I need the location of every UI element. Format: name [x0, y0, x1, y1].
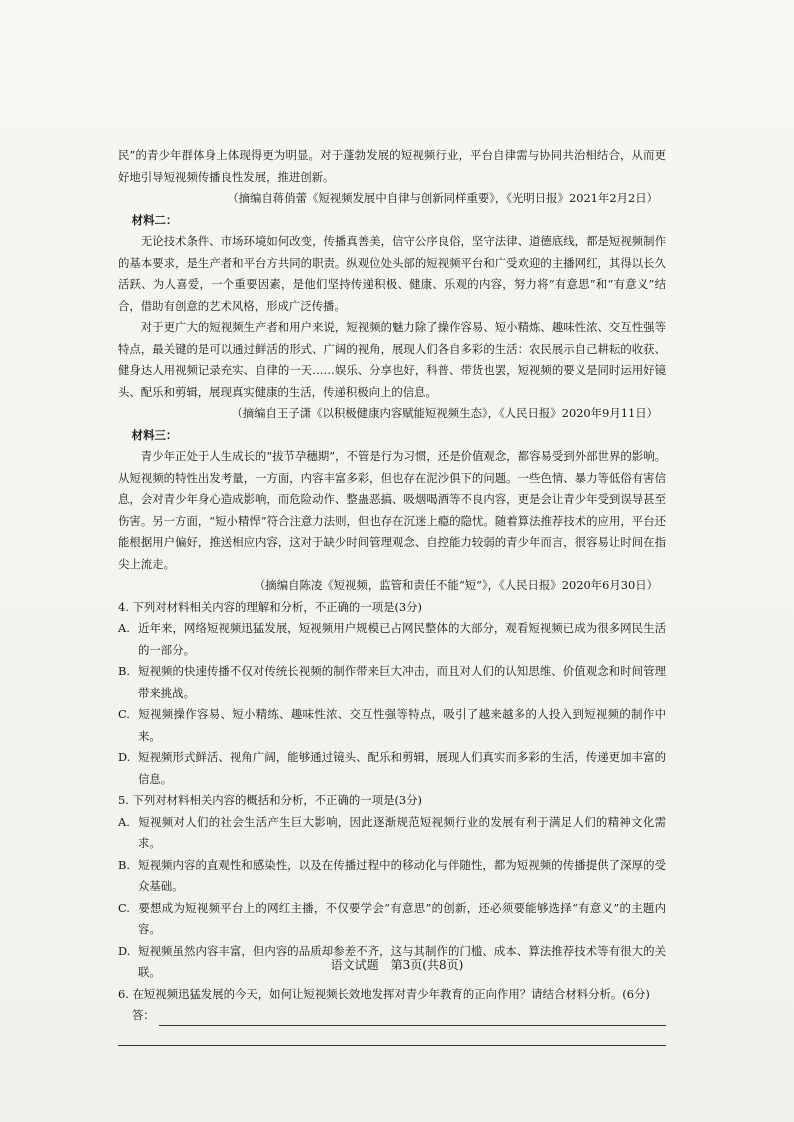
- question-6-stem: 6. 在短视频迅猛发展的今天，如何让短视频长效地发挥对青少年教育的正向作用？请结合材料分析。(6分): [118, 986, 650, 1001]
- answer-line[interactable]: [159, 1010, 666, 1026]
- option-text: 要想成为短视频平台上的网红主播，不仅要学会“有意思”的创新，还必须要能够选择“有意义”的主题内容。: [138, 900, 666, 936]
- option-text: 近年来，网络短视频迅猛发展，短视频用户规模已占网民整体的大部分，观看短视频已成为很多网民生活的一部分。: [138, 621, 666, 657]
- option-label: A.: [118, 814, 130, 829]
- question-5-stem: 5. 下列对材料相关内容的概括和分析，不正确的一项是(3分): [118, 793, 422, 807]
- option-text: 短视频对人们的社会生活产生巨大影响，因此逐渐规范短视频行业的发展有利于满足人们的精神文化需求。: [138, 814, 666, 850]
- material2-paragraph-1: 无论技术条件、市场环境如何改变，传播真善美，信守公序良俗，坚守法律、道德底线，都是短视频制作的基本要求，是生产者和平台方共同的职责。纵观位处头部的短视频平台和广受欢迎的主播网红，其得以长久活跃、为人喜爱，一个重要因素，是他们坚持传递积极、健康、乐观的内容，努力将“有意思”和“有意义”结合，借助有创意的艺术风格，形成广泛传播。: [118, 234, 666, 313]
- answer-line-full[interactable]: [118, 1029, 666, 1046]
- question-4-option-d: [118, 747, 666, 790]
- material2-heading: 材料二：: [131, 212, 178, 227]
- option-label: C.: [118, 900, 130, 915]
- question-5-option-c: [118, 898, 666, 941]
- option-label: D.: [118, 943, 131, 958]
- material2-source: （摘编自王子潇《以积极健康内容赋能短视频生态》，《人民日报》2020年9月11日）: [231, 406, 658, 420]
- option-label: B.: [118, 857, 130, 872]
- option-text: 短视频的快速传播不仅对传统长视频的制作带来巨大冲击，而且对人们的认知思维、价值观念和时间管理带来挑战。: [138, 664, 666, 700]
- question-5-option-b: [118, 855, 666, 898]
- page-content: [118, 145, 666, 1046]
- question-4-stem: 4. 下列对材料相关内容的理解和分析，不正确的一项是(3分): [118, 599, 422, 614]
- answer-label: 答：: [132, 1007, 155, 1022]
- answer-area[interactable]: [118, 1005, 666, 1026]
- intro-paragraph: 民”的青少年群体身上体现得更为明显。对于蓬勃发展的短视频行业，平台自律需与协同共治相结合，从而更好地引导短视频传播良性发展，推进创新。: [118, 148, 666, 184]
- question-4-option-a: [118, 618, 666, 661]
- question-4-option-b: [118, 661, 666, 704]
- material3-heading: 材料三：: [131, 427, 178, 442]
- option-text: 短视频操作容易、短小精练、趣味性浓、交互性强等特点，吸引了越来越多的人投入到短视频的制作中来。: [138, 707, 666, 743]
- question-4-option-c: [118, 704, 666, 747]
- option-text: 短视频形式鲜活、视角广阔，能够通过镜头、配乐和剪辑，展现人们真实而多彩的生活，传递更加丰富的信息。: [138, 750, 666, 786]
- option-label: A.: [118, 621, 130, 635]
- intro-source: （摘编自蒋俏蕾《短视频发展中自律与创新同样重要》，《光明日报》2021年2月2日）: [227, 191, 658, 205]
- question-5-option-a: [118, 812, 666, 855]
- option-label: D.: [118, 750, 131, 764]
- material3-source: （摘编自陈凌《短视频，监管和责任不能“短”》，《人民日报》2020年6月30日）: [253, 578, 658, 592]
- page-footer: 语文试题 第3页(共8页): [330, 958, 464, 972]
- material3-paragraph-1: 青少年正处于人生成长的“拔节孕穗期”，不管是行为习惯，还是价值观念，都容易受到外部世界的影响。从短视频的特性出发考量，一方面，内容丰富多彩，但也存在泥沙俱下的问题。一些色情、暴力等低俗有害信息，会对青少年身心造成影响，而危险动作、整蛊恶搞、吸烟喝酒等不良内容，更是会让青少年受到误导甚至伤害。另一方面，“短小精悍”符合注意力法则，但也存在沉迷上瘾的隐忧。随着算法推荐技术的应用，平台还能根据用户偏好，推送相应内容，这对于缺少时间管理观念、自控能力较弱的青少年而言，很容易让时间在指尖上流走。: [118, 449, 666, 571]
- option-label: C.: [118, 707, 130, 721]
- option-text: 短视频虽然内容丰富，但内容的品质却参差不齐，这与其制作的门槛、成本、算法推荐技术等有很大的关联。: [138, 943, 666, 979]
- option-text: 短视频内容的直观性和感染性，以及在传播过程中的移动化与伴随性，都为短视频的传播提供了深厚的受众基础。: [138, 857, 666, 893]
- material2-paragraph-2: 对于更广大的短视频生产者和用户来说，短视频的魅力除了操作容易、短小精炼、趣味性浓、交互性强等特点，最关键的是可以通过鲜活的形式、广阔的视角，展现人们各自多彩的生活：农民展示自己耕耘的收获、健身达人用视频记录充实、自律的一天……娱乐、分享也好，科普、带货也罢，短视频的要义是同时运用好镜头、配乐和剪辑，展现真实健康的生活，传递积极向上的信息。: [118, 320, 666, 399]
- option-label: B.: [118, 664, 130, 678]
